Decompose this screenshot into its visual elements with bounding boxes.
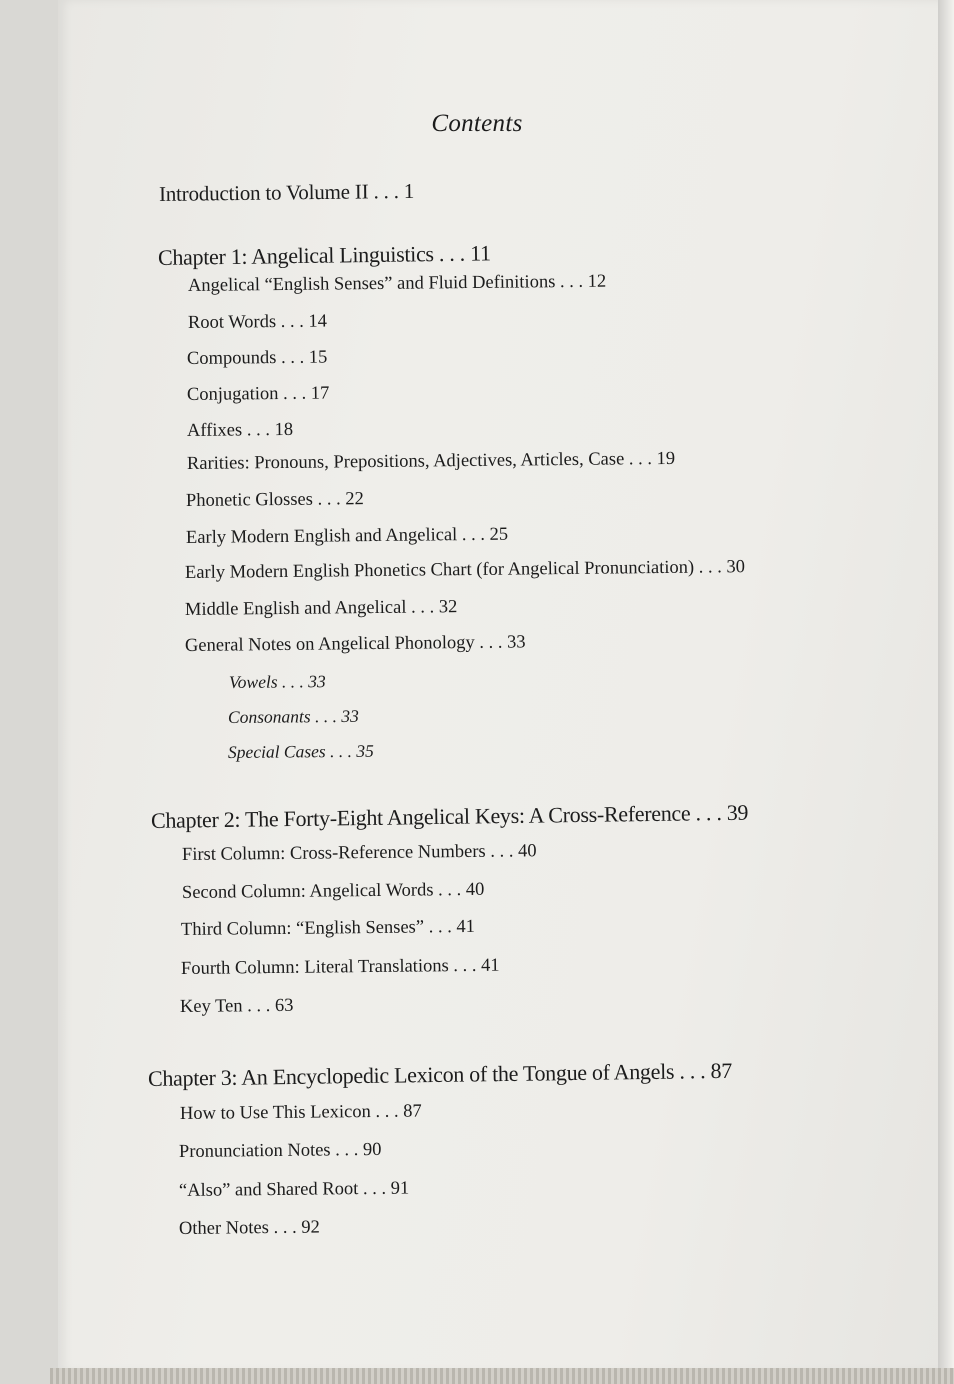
toc-subentry: Special Cases . . . 35	[227, 740, 374, 762]
toc-chapter-2-heading: Chapter 2: The Forty-Eight Angelical Keys: A Cross-Reference . . . 39	[150, 799, 749, 833]
toc-intro-entry: Introduction to Volume II . . . 1	[158, 178, 415, 206]
page-edge-bottom	[50, 1368, 954, 1384]
toc-entry: Early Modern English and Angelical . . . 25	[185, 524, 509, 548]
toc-entry: Middle English and Angelical . . . 32	[184, 597, 458, 620]
toc-entry: Phonetic Glosses . . . 22	[185, 489, 364, 511]
toc-entry: General Notes on Angelical Phonology . . . 33	[184, 632, 526, 656]
toc-entry: Angelical “English Senses” and Fluid Definitions . . . 12	[187, 271, 607, 296]
toc-entry: Conjugation . . . 17	[186, 383, 330, 405]
toc-entry: Root Words . . . 14	[187, 311, 328, 333]
toc-entry: Second Column: Angelical Words . . . 40	[181, 879, 485, 903]
toc-entry: How to Use This Lexicon . . . 87	[179, 1101, 422, 1124]
toc-chapter-1-heading: Chapter 1: Angelical Linguistics . . . 11	[157, 240, 491, 270]
toc-subentry: Consonants . . . 33	[227, 705, 359, 727]
toc-entry: Affixes . . . 18	[186, 419, 294, 441]
toc-entry: Key Ten . . . 63	[179, 995, 294, 1017]
toc-entry: First Column: Cross-Reference Numbers . . . 40	[181, 841, 537, 865]
page-edge-right	[938, 0, 954, 1384]
toc-entry: Third Column: “English Senses” . . . 41	[180, 916, 476, 940]
toc-entry: Rarities: Pronouns, Prepositions, Adjectives, Articles, Case . . . 19	[186, 448, 676, 474]
toc-entry: Other Notes . . . 92	[178, 1217, 320, 1239]
toc-entry: “Also” and Shared Root . . . 91	[178, 1178, 410, 1201]
toc-entry: Compounds . . . 15	[186, 347, 328, 369]
page-title: Contents	[431, 110, 523, 137]
toc-chapter-3-heading: Chapter 3: An Encyclopedic Lexicon of the Tongue of Angels . . . 87	[147, 1057, 733, 1091]
toc-entry: Early Modern English Phonetics Chart (for Angelical Pronunciation) . . . 30	[184, 557, 746, 583]
toc-entry: Fourth Column: Literal Translations . . . 41	[180, 955, 500, 979]
toc-entry: Pronunciation Notes . . . 90	[178, 1139, 382, 1162]
toc-subentry: Vowels . . . 33	[228, 671, 326, 692]
